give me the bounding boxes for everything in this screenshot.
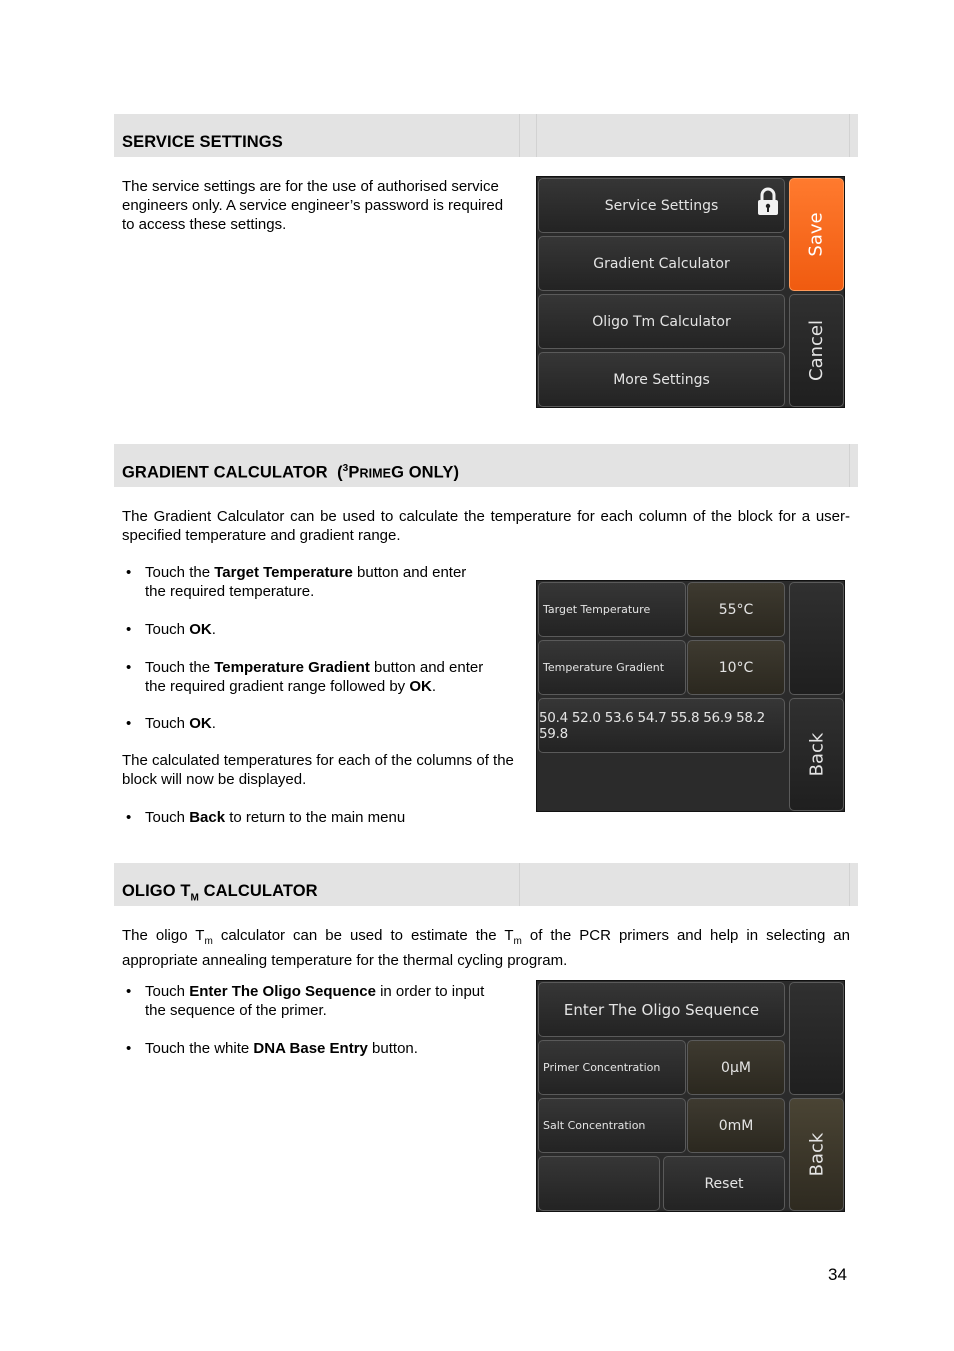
back-button[interactable]: Back: [789, 1098, 844, 1211]
page-number: 34: [828, 1265, 847, 1284]
service-body: The service settings are for the use of authorised service engineers only. A service engineer’s password is required to access these settings.: [122, 178, 504, 233]
section-header-gradient: [114, 444, 858, 487]
temperature-gradient-button[interactable]: Temperature Gradient: [538, 640, 686, 695]
blank-button: [538, 1156, 660, 1211]
gradient-calculator-button[interactable]: Gradient Calculator: [538, 236, 785, 291]
cancel-button[interactable]: Cancel: [789, 294, 844, 407]
section-title: GRADIENT CALCULATOR ($^3$PRIMEG ONLY): [122, 463, 460, 482]
gradient-screen: [536, 580, 845, 812]
save-button[interactable]: Save: [789, 178, 844, 291]
temperature-gradient-value[interactable]: 10°C: [687, 640, 785, 695]
service-settings-button[interactable]: Service Settings: [538, 178, 785, 233]
gradient-body: The Gradient Calculator can be used to calculate the temperature for each column of the block for a user-specified temperature and gradient range.: [122, 508, 850, 544]
column-temperatures-display: 50.4 52.0 53.6 54.7 55.8 56.9 58.2 59.8: [538, 698, 785, 753]
side-blank-button: [789, 582, 844, 695]
target-temperature-button[interactable]: Target Temperature: [538, 582, 686, 637]
section-title: OLIGO $T_M$ CALCULATOR: [122, 882, 318, 904]
oligo-tm-calculator-button[interactable]: Oligo Tm Calculator: [538, 294, 785, 349]
target-temperature-value[interactable]: 55°C: [687, 582, 785, 637]
primer-concentration-button[interactable]: Primer Concentration: [538, 1040, 686, 1095]
section-header-service: [114, 114, 858, 157]
service-screen: [536, 176, 845, 408]
side-blank-button: [789, 982, 844, 1095]
salt-concentration-value[interactable]: 0mM: [687, 1098, 785, 1153]
primer-concentration-value[interactable]: 0µM: [687, 1040, 785, 1095]
oligo-screen: [536, 980, 845, 1212]
reset-button[interactable]: Reset: [663, 1156, 785, 1211]
more-settings-button[interactable]: More Settings: [538, 352, 785, 407]
oligo-body: The oligo $T_m$ calculator can be used to estimate the $T_m$ of the PCR primers and help in selecting an appropriate annealing temperature for the thermal cycling program.: [122, 927, 850, 969]
enter-oligo-sequence-button[interactable]: Enter The Oligo Sequence: [538, 982, 785, 1037]
lock-icon: [756, 187, 780, 217]
back-button[interactable]: Back: [789, 698, 844, 811]
section-header-oligo: [114, 863, 858, 906]
gradient-after-text: The calculated temperatures for each of the columns of the block will now be displayed.: [122, 752, 514, 788]
salt-concentration-button[interactable]: Salt Concentration: [538, 1098, 686, 1153]
section-title: SERVICE SETTINGS: [122, 133, 283, 151]
